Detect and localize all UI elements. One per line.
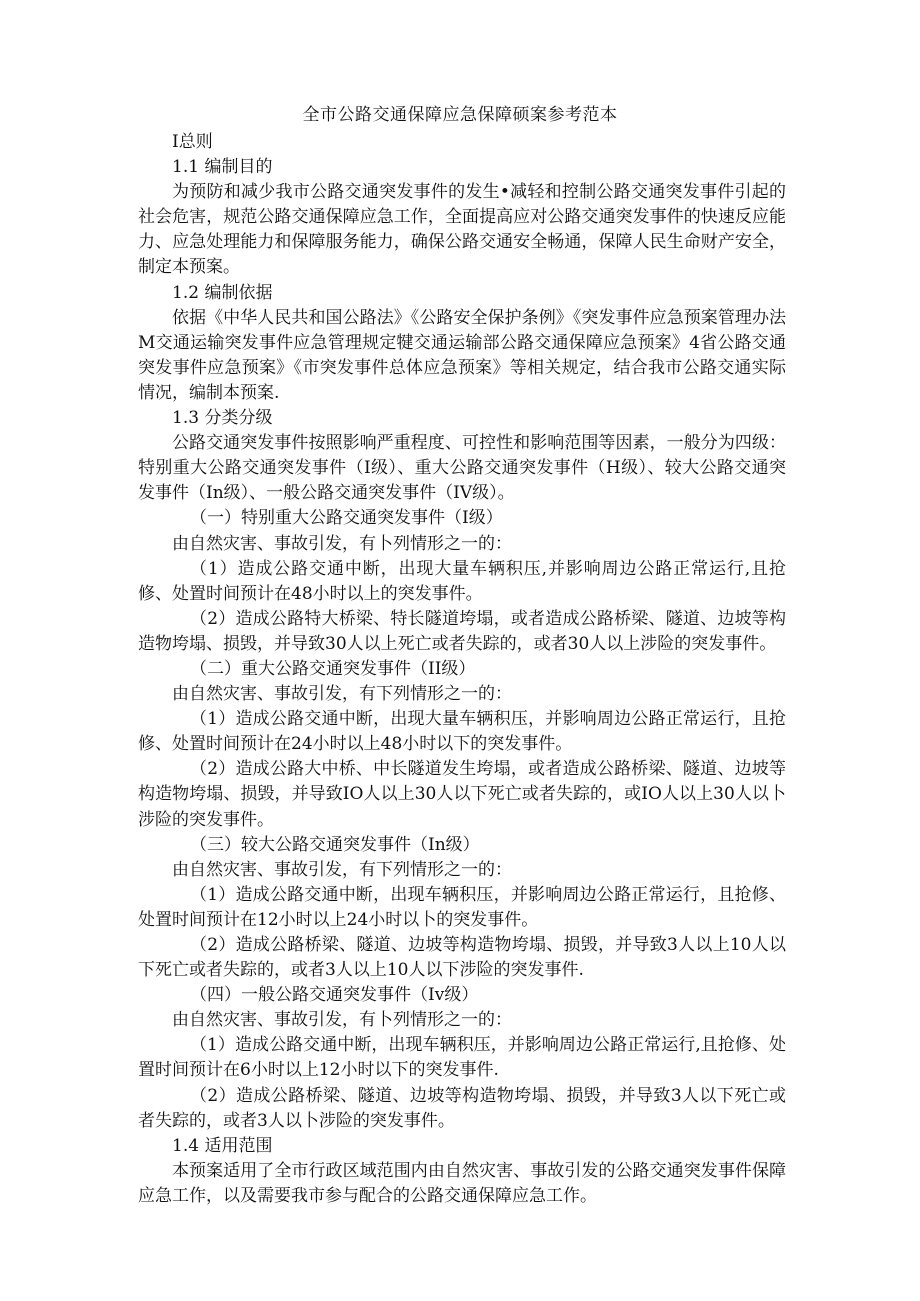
level-heading-4: （四）一般公路交通突发事件（Iv级） [190, 985, 479, 1006]
paragraph-purpose: 为预防和减少我市公路交通突发事件的发生•减轻和控制公路交通突发事件引起的社会危害，规范公路交通保障应急工作，全面提高应对公路交通突发事件的快速反应能力、应急处理能力和保障服务能力，确保公路交通安全畅通，保障人民生命财产安全，制定本预案。 [138, 182, 786, 278]
paragraph-basis: 依据《中华人民共和国公路法》《公路安全保护条例》《突发事件应急预案管理办法M交通运输突发事件应急管理规定犍交通运输部公路交通保障应急预案》4省公路交通突发事件应急预案》《市突发事件总体应急预案》等相关规定，结合我市公路交通实际情况，编制本预案. [138, 307, 786, 403]
level-3-item-1: （1）造成公路交通中断，出现车辆积压，并影响周边公路正常运行，且抢修、处置时间预计在12小时以上24小时以卜的突发事件。 [138, 884, 786, 930]
level-3-item-2: （2）造成公路桥梁、隧道、边坡等构造物垮塌、损毁，并导致3人以上10人以下死亡或者失踪的，或者3人以上10人以下涉险的突发事件. [138, 935, 786, 981]
document-body [138, 130, 786, 1209]
document-title: 全市公路交通保障应急保障硕案参考范本 [302, 105, 618, 125]
level-3-intro: 由自然灾害、事故引发，有下列情形之一的： [172, 859, 512, 880]
level-2-intro: 由自然灾害、事故引发，有下列情形之一的： [172, 684, 512, 705]
level-4-item-1: （1）造成公路交通中断，出现车辆积压，并影响周边公路正常运行,且抢修、处置时间预计在6小时以上12小时以下的突发事件. [138, 1035, 786, 1081]
level-heading-3: （三）较大公路交通突发事件（In级） [190, 834, 480, 855]
level-2-item-2: （2）造成公路大中桥、中长隧道发生垮塌，或者造成公路桥梁、隧道、边坡等构造物垮塌、损毁，并导致IO人以上30人以下死亡或者失踪的，或IO人以上30人以卜涉险的突发事件。 [138, 759, 786, 830]
paragraph-scope: 本预案适用了全市行政区域范围内由自然灾害、事故引发的公路交通突发事件保障应急工作，以及需要我市参与配合的公路交通保障应急工作。 [138, 1160, 786, 1206]
level-1-intro: 由自然灾害、事故引发，有卜列情形之一的： [172, 533, 512, 554]
chapter-heading-general: I总则 [172, 132, 213, 152]
level-4-item-2: （2）造成公路桥梁、隧道、边坡等构造物垮塌、损毁，并导致3人以下死亡或者失踪的，或者3人以卜涉险的突发事件。 [138, 1085, 786, 1131]
level-1-item-2: （2）造成公路特大桥梁、特长隧道垮塌，或者造成公路桥梁、隧道、边坡等构造物垮塌、损毁，并导致30人以上死亡或者失踪的，或者30人以上涉险的突发事件。 [138, 608, 786, 654]
paragraph-classification: 公路交通突发事件按照影响严重程度、可控性和影响范围等因素，一般分为四级：特别重大公路交通突发事件（I级）、重大公路交通突发事件（H级）、较大公路交通突发事件（In级）、一般公路交通突发事件（IV级）。 [138, 433, 786, 504]
section-heading-1-2: 1.2 编制依据 [172, 282, 273, 303]
level-heading-2: （二）重大公路交通突发事件（II级） [190, 658, 476, 679]
section-heading-1-3: 1.3 分类分级 [172, 408, 273, 429]
level-2-item-1: （1）造成公路交通中断，出现大量车辆积压，并影响周边公路正常运行，且抢修、处置时间预计在24小时以上48小时以下的突发事件。 [138, 709, 786, 755]
level-4-intro: 由自然灾害、事故引发，有卜列情形之一的： [172, 1010, 512, 1031]
section-heading-1-4: 1.4 适用范围 [172, 1135, 273, 1156]
section-heading-1-1: 1.1 编制目的 [172, 157, 273, 178]
level-heading-1: （一）特别重大公路交通突发事件（I级） [190, 508, 503, 529]
level-1-item-1: （1）造成公路交通中断，出现大量车辆积压,并影响周边公路正常运行,且抢修、处置时间预计在48小时以上的突发事件。 [138, 558, 786, 604]
